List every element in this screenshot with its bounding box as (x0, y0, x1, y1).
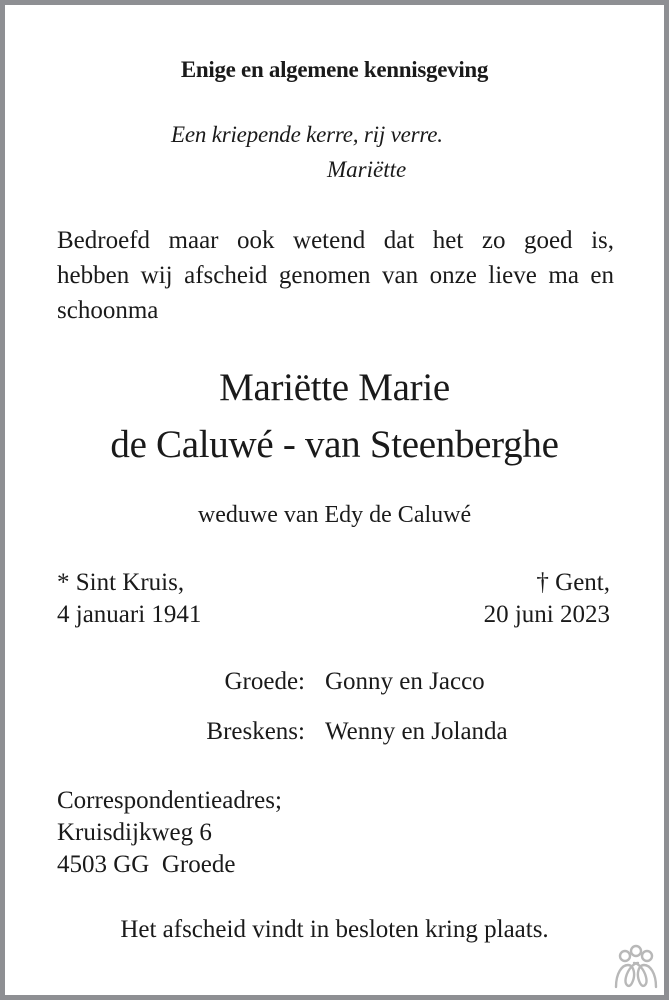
intro-line-1: Bedroefd maar ook wetend dat het zo goed is, (57, 227, 614, 254)
family-names: Wenny en Jolanda (325, 718, 508, 745)
correspondence-label: Correspondentieadres; (57, 787, 282, 814)
correspondence-postal: 4503 GG Groede (57, 851, 236, 878)
family-people-icon (612, 943, 660, 991)
intro-paragraph (57, 223, 614, 328)
family-place-label: Breskens: (206, 718, 305, 745)
family-names: Gonny en Jacco (325, 668, 485, 695)
intro-line-3: schoonma (57, 297, 159, 324)
intro-line-2: hebben wij afscheid genomen van onze lieve ma en (57, 262, 614, 289)
farewell-note: Het afscheid vindt in besloten kring plaats. (120, 916, 549, 943)
notice-heading: Enige en algemene kennisgeving (180, 57, 489, 82)
widow-of: weduwe van Edy de Caluwé (197, 502, 472, 528)
deceased-name-last: de Caluwé - van Steenberghe (110, 423, 559, 466)
birth-date: 4 januari 1941 (57, 601, 202, 628)
birth-place: * Sint Kruis, (57, 569, 185, 596)
death-date: 20 juni 2023 (483, 601, 610, 628)
family-place-label: Groede: (224, 668, 305, 695)
quote-author: Mariëtte (327, 157, 407, 182)
correspondence-address (57, 785, 282, 881)
deceased-name-first: Mariëtte Marie (219, 366, 450, 409)
death-place: † Gent, (536, 569, 610, 596)
birth-info (57, 567, 201, 631)
quote-text: Een kriepende kerre, rij verre. (171, 122, 443, 147)
death-info (484, 567, 610, 631)
correspondence-street: Kruisdijkweg 6 (57, 819, 212, 846)
